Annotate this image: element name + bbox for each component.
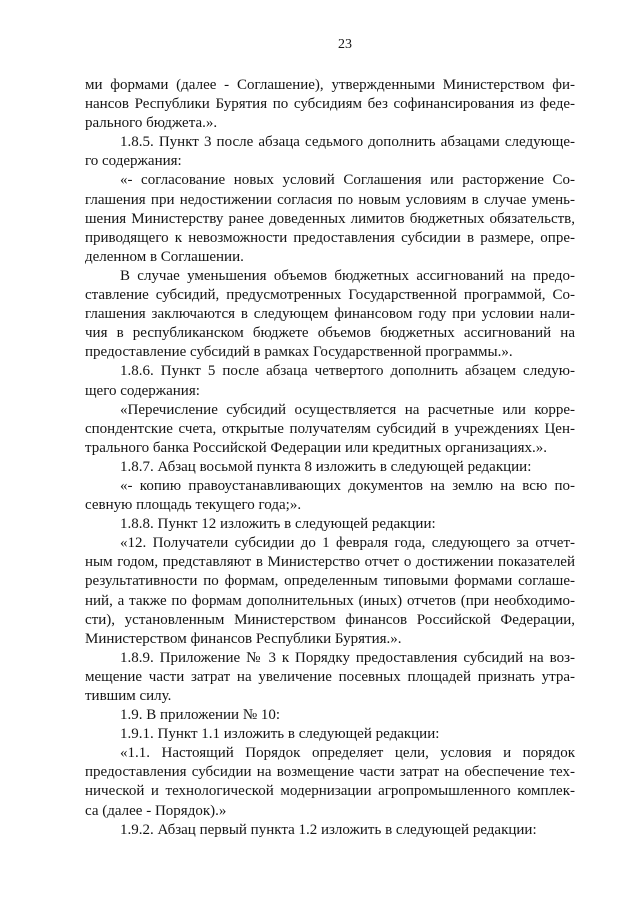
text-line: рального бюджета.». xyxy=(85,115,218,132)
text-line: трального банка Российской Федерации или кредитных организациях.». xyxy=(85,439,547,456)
paragraph xyxy=(85,515,575,534)
text-line: «Перечисление субсидий осуществляется на расчетные или корре- xyxy=(120,401,575,418)
paragraph xyxy=(85,362,575,400)
text-line: го содержания: xyxy=(85,153,182,170)
text-line: деленном в Соглашении. xyxy=(85,248,244,265)
text-line: севную площадь текущего года;». xyxy=(85,497,302,514)
paragraph xyxy=(85,267,575,362)
text-line: 1.8.5. Пункт 3 после абзаца седьмого дополнить абзацами следующе- xyxy=(120,134,575,151)
paragraph xyxy=(85,133,575,171)
text-line: щего содержания: xyxy=(85,382,200,399)
text-line: нической и технологической модернизации агропромышленного комплек- xyxy=(85,783,575,800)
paragraph xyxy=(85,744,575,820)
document-body xyxy=(85,76,575,840)
text-line: «- согласование новых условий Соглашения или расторжение Со- xyxy=(120,172,575,189)
text-line: 1.9.1. Пункт 1.1 изложить в следующей редакции: xyxy=(120,726,440,743)
text-line: Министерством финансов Республики Бурятия.». xyxy=(85,630,402,647)
text-line: 1.8.8. Пункт 12 изложить в следующей редакции: xyxy=(120,516,436,533)
text-line: результативности по формам, определенным типовыми формами соглаше- xyxy=(85,573,575,590)
text-line: ставление субсидий, предусмотренных Государственной программой, Со- xyxy=(85,287,575,304)
text-line: «1.1. Настоящий Порядок определяет цели, условия и порядок xyxy=(120,745,575,762)
text-line: «12. Получатели субсидии до 1 февраля года, следующего за отчет- xyxy=(120,535,575,552)
text-line: чия в республиканском бюджете объемов бюджетных ассигнований на xyxy=(85,325,575,342)
text-line: ний, а также по формам дополнительных (иных) отчетов (при необходимо- xyxy=(85,592,575,609)
text-line: сти), установленным Министерством финансов Российской Федерации, xyxy=(85,611,575,628)
paragraph xyxy=(85,725,575,744)
text-line: шения Министерству ранее доведенных лимитов бюджетных обязательств, xyxy=(85,210,575,227)
text-line: са (далее - Порядок).» xyxy=(85,802,227,819)
paragraph xyxy=(85,401,575,458)
text-line: 1.8.6. Пункт 5 после абзаца четвертого дополнить абзацем следую- xyxy=(120,363,575,380)
text-line: 1.8.9. Приложение № 3 к Порядку предоставления субсидий на воз- xyxy=(120,649,575,666)
text-line: мещение части затрат на увеличение посевных площадей признать утра- xyxy=(85,668,575,685)
paragraph xyxy=(85,458,575,477)
paragraph xyxy=(85,649,575,706)
paragraph xyxy=(85,534,575,649)
text-line: В случае уменьшения объемов бюджетных ассигнований на предо- xyxy=(120,267,575,284)
page-number: 23 xyxy=(338,37,352,52)
paragraph xyxy=(85,477,575,515)
text-line: глашения заключаются в следующем финансовом году при условии нали- xyxy=(85,306,575,323)
text-line: приводящего к невозможности предоставления субсидии в размере, опре- xyxy=(85,229,575,246)
text-line: ным годом, представляют в Министерство отчет о достижении показателей xyxy=(85,554,575,571)
paragraph xyxy=(85,706,575,725)
text-line: предоставление субсидий в рамках Государственной программы.». xyxy=(85,344,513,361)
paragraph xyxy=(85,76,575,133)
text-line: 1.9. В приложении № 10: xyxy=(120,707,281,724)
text-line: 1.9.2. Абзац первый пункта 1.2 изложить в следующей редакции: xyxy=(120,821,537,838)
paragraph xyxy=(85,821,575,840)
text-line: тившим силу. xyxy=(85,688,172,704)
text-line: предоставления субсидии на возмещение части затрат на обеспечение тех- xyxy=(85,764,575,781)
text-line: «- копию правоустанавливающих документов на землю на всю по- xyxy=(120,477,575,494)
text-line: глашения при недостижении согласия по новым условиям в случае умень- xyxy=(85,191,575,208)
paragraph xyxy=(85,171,575,266)
text-line: ми формами (далее - Соглашение), утвержденными Министерством фи- xyxy=(85,77,575,93)
text-line: спондентские счета, открытые получателям субсидий в учреждениях Цен- xyxy=(85,420,575,437)
text-line: 1.8.7. Абзац восьмой пункта 8 изложить в следующей редакции: xyxy=(120,458,532,475)
text-line: нансов Республики Бурятия по субсидиям без софинансирования из феде- xyxy=(85,96,575,113)
